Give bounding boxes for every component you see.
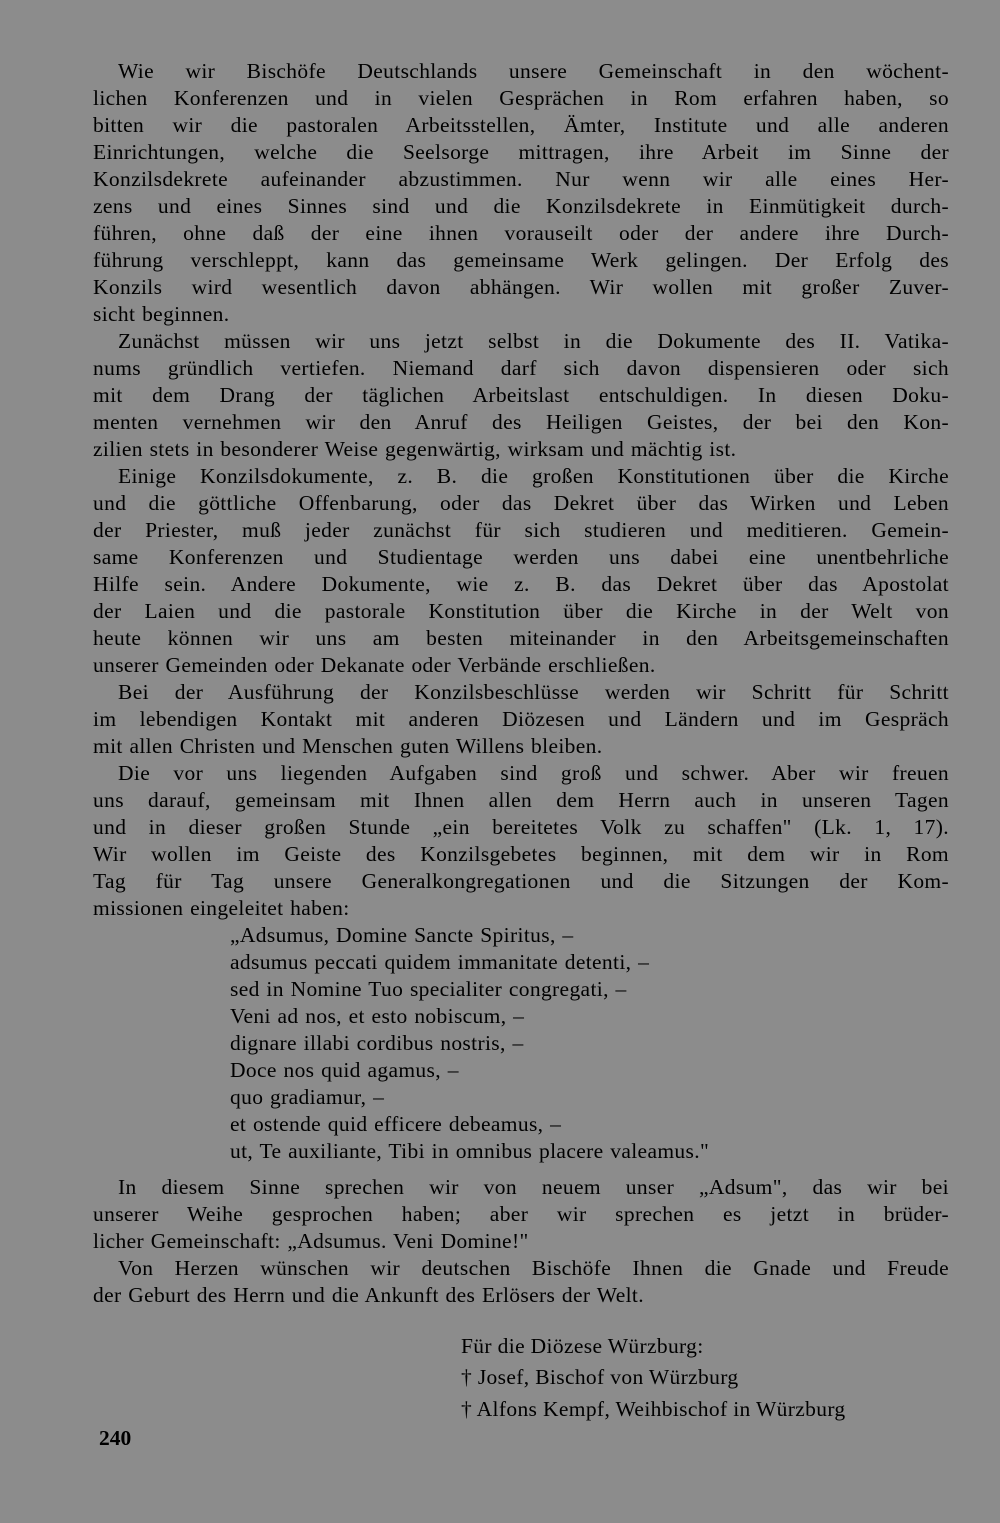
text-line: lichen Konferenzen und in vielen Gesprächen in Rom erfahren haben, so (93, 86, 949, 110)
text-line: nums gründlich vertiefen. Niemand darf sich davon dispensieren oder sich (93, 356, 949, 380)
text-line: menten vernehmen wir den Anruf des Heiligen Geistes, der bei den Kon- (93, 410, 949, 434)
text-line: Zunächst müssen wir uns jetzt selbst in die Dokumente des II. Vatika- (118, 329, 949, 353)
text-line: missionen eingeleitet haben: (93, 896, 350, 920)
text-line: Von Herzen wünschen wir deutschen Bischöfe Ihnen die Gnade und Freude (118, 1256, 949, 1280)
signature-signer-2: † Alfons Kempf, Weihbischof in Würzburg (461, 1397, 846, 1421)
text-line: In diesem Sinne sprechen wir von neuem unser „Adsum", das wir bei (118, 1175, 949, 1199)
text-line: unserer Gemeinden oder Dekanate oder Verbände erschließen. (93, 653, 656, 677)
text-line: und die göttliche Offenbarung, oder das Dekret über das Wirken und Leben (93, 491, 949, 515)
text-line: Wie wir Bischöfe Deutschlands unsere Gemeinschaft in den wöchent- (118, 59, 949, 83)
prayer-line: et ostende quid efficere debeamus, – (230, 1112, 562, 1136)
text-line: im lebendigen Kontakt mit anderen Diözesen und Ländern und im Gespräch (93, 707, 949, 731)
text-line: Bei der Ausführung der Konzilsbeschlüsse werden wir Schritt für Schritt (118, 680, 949, 704)
text-line: sicht beginnen. (93, 302, 230, 326)
text-line: führung verschleppt, kann das gemeinsame Werk gelingen. Der Erfolg des (93, 248, 949, 272)
text-line: Einrichtungen, welche die Seelsorge mittragen, ihre Arbeit im Sinne der (93, 140, 949, 164)
text-line: Hilfe sein. Andere Dokumente, wie z. B. das Dekret über das Apostolat (93, 572, 949, 596)
text-line: Konzils wird wesentlich davon abhängen. Wir wollen mit großer Zuver- (93, 275, 949, 299)
text-line: heute können wir uns am besten miteinander in den Arbeitsgemeinschaften (93, 626, 949, 650)
prayer-line: dignare illabi cordibus nostris, – (230, 1031, 524, 1055)
text-line: der Geburt des Herrn und die Ankunft des Erlösers der Welt. (93, 1283, 644, 1307)
prayer-line: „Adsumus, Domine Sancte Spiritus, – (230, 923, 574, 947)
text-line: zens und eines Sinnes sind und die Konzilsdekrete in Einmütigkeit durch- (93, 194, 949, 218)
text-line: Konzilsdekrete aufeinander abzustimmen. Nur wenn wir alle eines Her- (93, 167, 949, 191)
text-line: mit dem Drang der täglichen Arbeitslast entschuldigen. In diesen Doku- (93, 383, 949, 407)
prayer-line: sed in Nomine Tuo specialiter congregati, – (230, 977, 627, 1001)
text-line: und in dieser großen Stunde „ein bereitetes Volk zu schaffen" (Lk. 1, 17). (93, 815, 949, 839)
text-line: Die vor uns liegenden Aufgaben sind groß und schwer. Aber wir freuen (118, 761, 949, 785)
text-line: same Konferenzen und Studientage werden uns dabei eine unentbehrliche (93, 545, 949, 569)
text-line: unserer Weihe gesprochen haben; aber wir sprechen es jetzt in brüder- (93, 1202, 949, 1226)
prayer-line: Doce nos quid agamus, – (230, 1058, 459, 1082)
text-line: der Laien und die pastorale Konstitution über die Kirche in der Welt von (93, 599, 949, 623)
signature-diocese: Für die Diözese Würzburg: (461, 1334, 704, 1358)
prayer-line: Veni ad nos, et esto nobiscum, – (230, 1004, 525, 1028)
prayer-line: ut, Te auxiliante, Tibi in omnibus placere valeamus." (230, 1139, 710, 1163)
body-text (93, 58, 949, 1309)
prayer-block (93, 922, 949, 1165)
text-line: Tag für Tag unsere Generalkongregationen und die Sitzungen der Kom- (93, 869, 949, 893)
text-line: mit allen Christen und Menschen guten Willens bleiben. (93, 734, 603, 758)
text-line: Einige Konzilsdokumente, z. B. die großen Konstitutionen über die Kirche (118, 464, 949, 488)
text-line: führen, ohne daß der eine ihnen vorauseilt oder der andere ihre Durch- (93, 221, 949, 245)
text-line: Wir wollen im Geiste des Konzilsgebetes beginnen, mit dem wir in Rom (93, 842, 949, 866)
signature-signer-1: † Josef, Bischof von Würzburg (461, 1365, 739, 1389)
prayer-line: adsumus peccati quidem immanitate detenti, – (230, 950, 650, 974)
text-line: licher Gemeinschaft: „Adsumus. Veni Domine!" (93, 1229, 529, 1253)
text-line: zilien stets in besonderer Weise gegenwärtig, wirksam und mächtig ist. (93, 437, 737, 461)
page-number: 240 (99, 1426, 132, 1450)
text-line: der Priester, muß jeder zunächst für sich studieren und meditieren. Gemein- (93, 518, 949, 542)
prayer-line: quo gradiamur, – (230, 1085, 385, 1109)
text-line: bitten wir die pastoralen Arbeitsstellen, Ämter, Institute und alle anderen (93, 113, 949, 137)
text-line: uns darauf, gemeinsam mit Ihnen allen dem Herrn auch in unseren Tagen (93, 788, 949, 812)
